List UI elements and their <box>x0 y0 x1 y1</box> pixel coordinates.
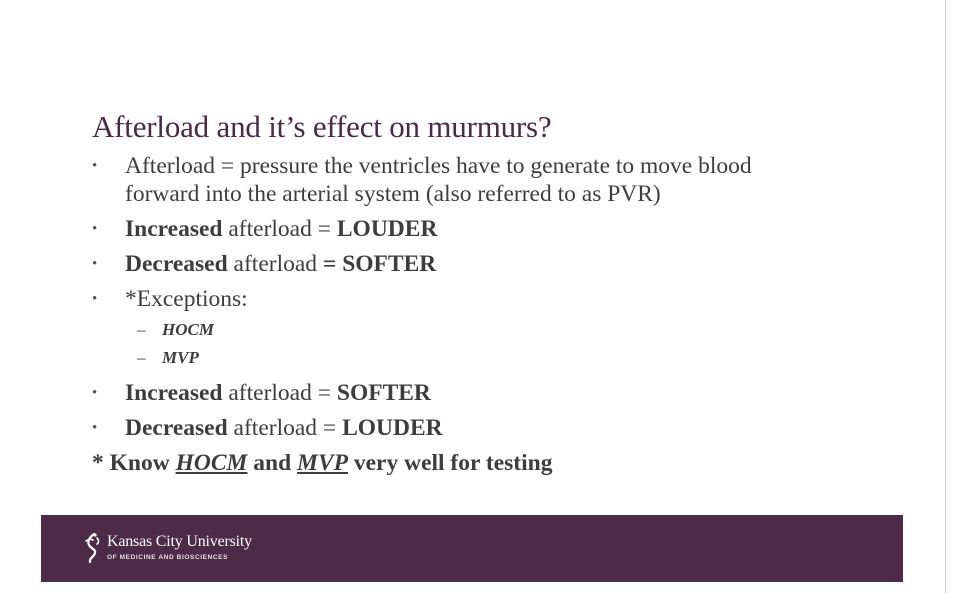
bullet-dot: • <box>92 385 98 401</box>
bullet-bold-result: LOUDER <box>342 415 443 441</box>
logo-subtitle: OF MEDICINE AND BIOSCIENCES <box>107 554 229 561</box>
bullet-bold-term: Decreased <box>125 251 228 277</box>
testing-note <box>92 449 892 477</box>
bullet-bold-result: LOUDER <box>336 216 438 242</box>
note-term-mvp: MVP <box>297 450 348 476</box>
sub-dash: – <box>137 320 146 339</box>
slide-title: Afterload and it’s effect on murmurs? <box>92 109 552 144</box>
bullet-decreased-softer <box>92 250 892 278</box>
bullet-dot: • <box>92 256 98 272</box>
bullet-dot: • <box>92 420 98 436</box>
bullet-bold-result: = SOFTER <box>322 251 437 277</box>
bullet-bold-term: Decreased <box>125 415 228 441</box>
slide-right-border <box>945 0 946 593</box>
bullet-text: afterload = <box>222 380 337 406</box>
note-prefix: * Know <box>92 450 176 476</box>
note-suffix: very well for testing <box>347 450 553 476</box>
kcu-caduceus-icon <box>82 532 102 564</box>
bullet-text: afterload <box>227 251 323 277</box>
bullet-bold-term: Increased <box>125 216 223 242</box>
logo-name: Kansas City University <box>107 533 252 550</box>
footer-banner <box>41 515 903 582</box>
bullet-increased-louder <box>92 215 892 243</box>
subitem-text: HOCM <box>162 320 214 339</box>
bullet-dot: • <box>92 221 98 237</box>
subitem-text: MVP <box>162 348 199 367</box>
bullet-text-continued: forward into the arterial system (also referred to as PVR) <box>125 181 661 207</box>
bullet-text: afterload = <box>222 216 337 242</box>
subitem-hocm <box>92 319 892 341</box>
bullet-bold-result: SOFTER <box>336 380 431 406</box>
bullet-exceptions <box>92 285 892 313</box>
bullet-text: afterload = <box>227 415 343 441</box>
bullet-list <box>92 152 892 477</box>
sub-dash: – <box>137 348 146 367</box>
bullet-afterload-definition <box>92 152 892 208</box>
bullet-text: Afterload = pressure the ventricles have to generate to move blood <box>125 153 752 179</box>
bullet-dot: • <box>92 291 98 307</box>
note-joiner: and <box>247 450 298 476</box>
bullet-increased-softer <box>92 379 892 407</box>
bullet-bold-term: Increased <box>125 380 223 406</box>
bullet-text: *Exceptions: <box>125 286 248 312</box>
bullet-dot: • <box>92 158 98 174</box>
note-term-hocm: HOCM <box>175 450 248 476</box>
bullet-decreased-louder <box>92 414 892 442</box>
subitem-mvp <box>92 347 892 369</box>
